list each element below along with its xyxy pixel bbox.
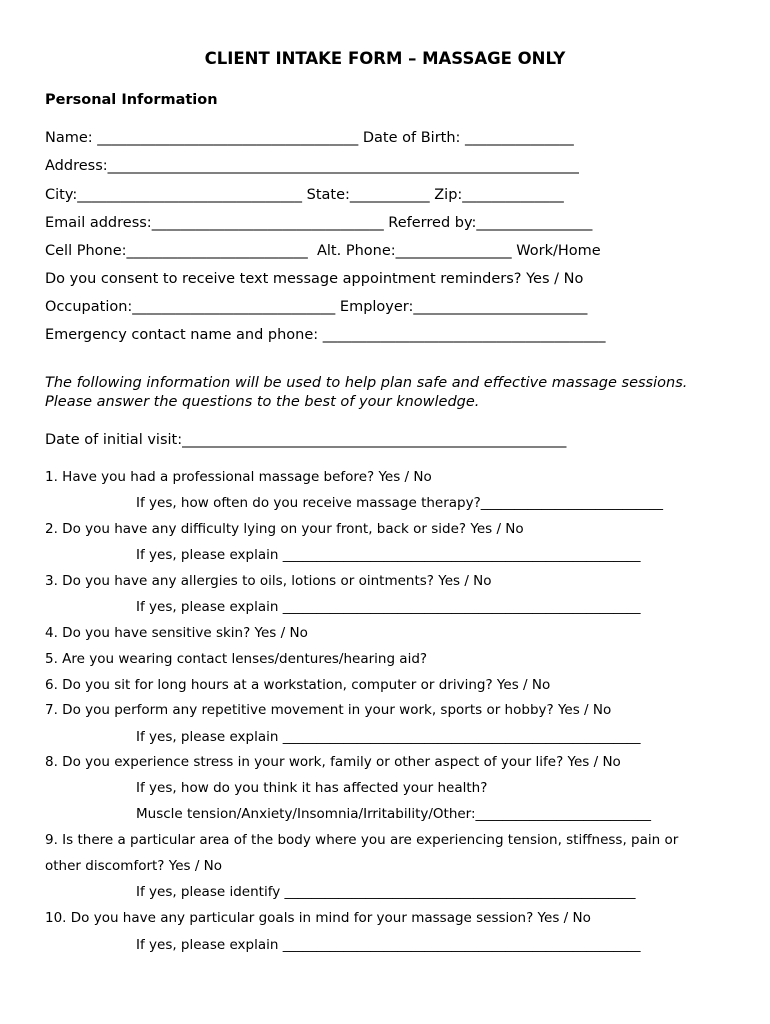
emergency-contact-line[interactable]: Emergency contact name and phone: _______________________________________ <box>45 327 606 343</box>
question-1[interactable]: 1. Have you had a professional massage before? Yes / No <box>45 469 432 485</box>
city-state-zip-line[interactable]: City:_______________________________ State:___________ Zip:______________ <box>45 187 564 203</box>
question-2-followup[interactable]: If yes, please explain _____________________________________________________ <box>136 547 641 563</box>
form-title: CLIENT INTAKE FORM – MASSAGE ONLY <box>204 49 566 68</box>
occupation-employer-line[interactable]: Occupation:____________________________ Employer:________________________ <box>45 299 588 315</box>
question-9-followup[interactable]: If yes, please identify ____________________________________________________ <box>136 884 636 900</box>
question-5[interactable]: 5. Are you wearing contact lenses/dentures/hearing aid? <box>45 651 428 667</box>
section-heading: Personal Information <box>45 92 218 108</box>
question-9-continued[interactable]: other discomfort? Yes / No <box>45 858 223 874</box>
question-4[interactable]: 4. Do you have sensitive skin? Yes / No <box>45 625 308 641</box>
question-3[interactable]: 3. Do you have any allergies to oils, lotions or ointments? Yes / No <box>45 573 492 589</box>
question-10-followup[interactable]: If yes, please explain _____________________________________________________ <box>136 937 641 953</box>
email-referred-line[interactable]: Email address:________________________________ Referred by:________________ <box>45 215 593 231</box>
initial-visit-line[interactable]: Date of initial visit:_____________________________________________________ <box>45 432 567 448</box>
question-7-followup[interactable]: If yes, please explain _____________________________________________________ <box>136 729 641 745</box>
instructions-line-2: Please answer the questions to the best of your knowledge. <box>45 394 480 410</box>
question-9[interactable]: 9. Is there a particular area of the body where you are experiencing tension, stiffness, pain or <box>45 832 679 848</box>
question-6[interactable]: 6. Do you sit for long hours at a workstation, computer or driving? Yes / No <box>45 677 551 693</box>
question-7[interactable]: 7. Do you perform any repetitive movement in your work, sports or hobby? Yes / No <box>45 702 612 718</box>
name-dob-line[interactable]: Name: ____________________________________ Date of Birth: _______________ <box>45 130 574 146</box>
address-line[interactable]: Address:_________________________________________________________________ <box>45 158 579 174</box>
question-3-followup[interactable]: If yes, please explain _____________________________________________________ <box>136 599 641 615</box>
question-10[interactable]: 10. Do you have any particular goals in mind for your massage session? Yes / No <box>45 910 591 926</box>
instructions-line-1: The following information will be used to help plan safe and effective massage sessions. <box>45 375 688 391</box>
phone-line[interactable]: Cell Phone:_________________________ Alt. Phone:________________ Work/Home <box>45 243 601 259</box>
question-8-symptoms[interactable]: Muscle tension/Anxiety/Insomnia/Irritability/Other:__________________________ <box>136 806 652 822</box>
question-8-followup: If yes, how do you think it has affected your health? <box>136 780 488 796</box>
question-1-followup[interactable]: If yes, how often do you receive massage therapy?___________________________ <box>136 495 664 511</box>
text-consent-line[interactable]: Do you consent to receive text message appointment reminders? Yes / No <box>45 271 584 287</box>
question-8[interactable]: 8. Do you experience stress in your work, family or other aspect of your life? Yes / No <box>45 754 621 770</box>
question-2[interactable]: 2. Do you have any difficulty lying on your front, back or side? Yes / No <box>45 521 524 537</box>
